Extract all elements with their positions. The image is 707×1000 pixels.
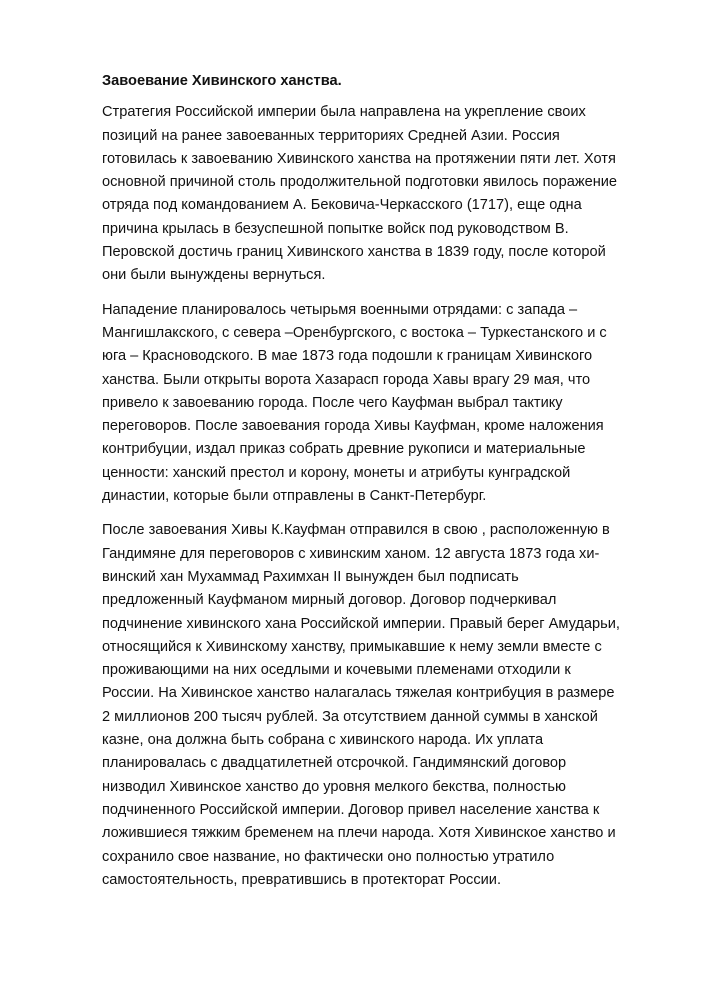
text-line: ханства. Были открыты ворота Хазарасп города Хавы врагу 29 мая, что [102, 371, 591, 388]
text-line: 2 миллионов 200 тысяч рублей. За отсутствием данной суммы в ханской [102, 708, 598, 725]
text-line: готовилась к завоеванию Хивинского ханства на протяжении пяти лет. Хотя [102, 150, 616, 167]
paragraph-attack [102, 299, 612, 509]
text-line: планировалась с двадцатилетней отсрочкой. Гандимянский договор [102, 755, 567, 772]
text-line: предложенный Кауфманом мирный договор. Договор подчеркивал [102, 592, 557, 609]
text-line: винский хан Мухаммад Рахимхан II вынужден был подписать [102, 568, 519, 585]
document-body [102, 70, 620, 903]
text-line: подчинение хивинского хана Российской империи. Правый берег Амударьи, [102, 615, 620, 632]
text-line: Мангишлакского, с севера –Оренбургского, с востока – Туркестанского и с [102, 324, 607, 341]
text-line: привело к завоеванию города. После чего Кауфман выбрал тактику [102, 394, 563, 411]
text-line: позиций на ранее завоеванных территориях Средней Азии. Россия [102, 127, 560, 144]
text-line: России. На Хивинское ханство налагалась тяжелая контрибуция в размере [102, 685, 615, 702]
text-line: казне, она должна быть собрана с хивинского народа. Их уплата [102, 732, 544, 749]
text-line: юга – Красноводского. В мае 1873 года подошли к границам Хивинского [102, 348, 593, 365]
text-line: Нападение планировалось четырьмя военными отрядами: с запада – [102, 301, 578, 318]
text-line: проживающими на них оседлыми и кочевыми племенами отходили к [102, 662, 571, 679]
text-line: Гандимяне для переговоров с хивинским ханом. 12 августа 1873 года хи- [102, 545, 600, 562]
text-line: низводил Хивинское ханство до уровня мелкого бекства, полностью [102, 778, 566, 795]
text-line: они были вынуждены вернуться. [102, 267, 326, 284]
text-line: отряда под командованием А. Бековича-Черкасского (1717), еще одна [102, 197, 582, 214]
text-line: династии, которые были отправлены в Санкт-Петербург. [102, 488, 487, 505]
text-line: причина крылась в безуспешной попытке войск под руководством В. [102, 220, 569, 237]
text-line: Перовской достичь границ Хивинского ханства в 1839 году, после которой [102, 244, 606, 261]
text-line: самостоятельность, превратившись в протекторат России. [102, 871, 501, 888]
text-line: подчиненного Российской империи. Договор привел население ханства к [102, 801, 600, 818]
text-line: ложившиеся тяжким бременем на плечи народа. Хотя Хивинское ханство и [102, 825, 616, 842]
text-line: Стратегия Российской империи была направлена на укрепление своих [102, 104, 586, 121]
text-line: основной причиной столь продолжительной подготовки явилось поражение [102, 174, 618, 191]
text-line: ценности: ханский престол и корону, монеты и атрибуты кунградской [102, 464, 571, 481]
paragraph-strategy [102, 101, 618, 287]
text-line: переговоров. После завоевания города Хивы Кауфман, кроме наложения [102, 418, 604, 435]
document-title: Завоевание Хивинского ханства. [102, 73, 342, 89]
text-line: контрибуции, издал приказ собрать древние рукописи и материальные [102, 441, 586, 458]
text-line: После завоевания Хивы К.Кауфман отправился в свою , расположенную в [102, 522, 610, 539]
text-line: относящийся к Хивинскому ханству, примыкавшие к нему земли вместе с [102, 638, 602, 655]
text-line: сохранило свое название, но фактически оно полностью утратило [102, 848, 555, 865]
paragraph-treaty [102, 519, 620, 892]
